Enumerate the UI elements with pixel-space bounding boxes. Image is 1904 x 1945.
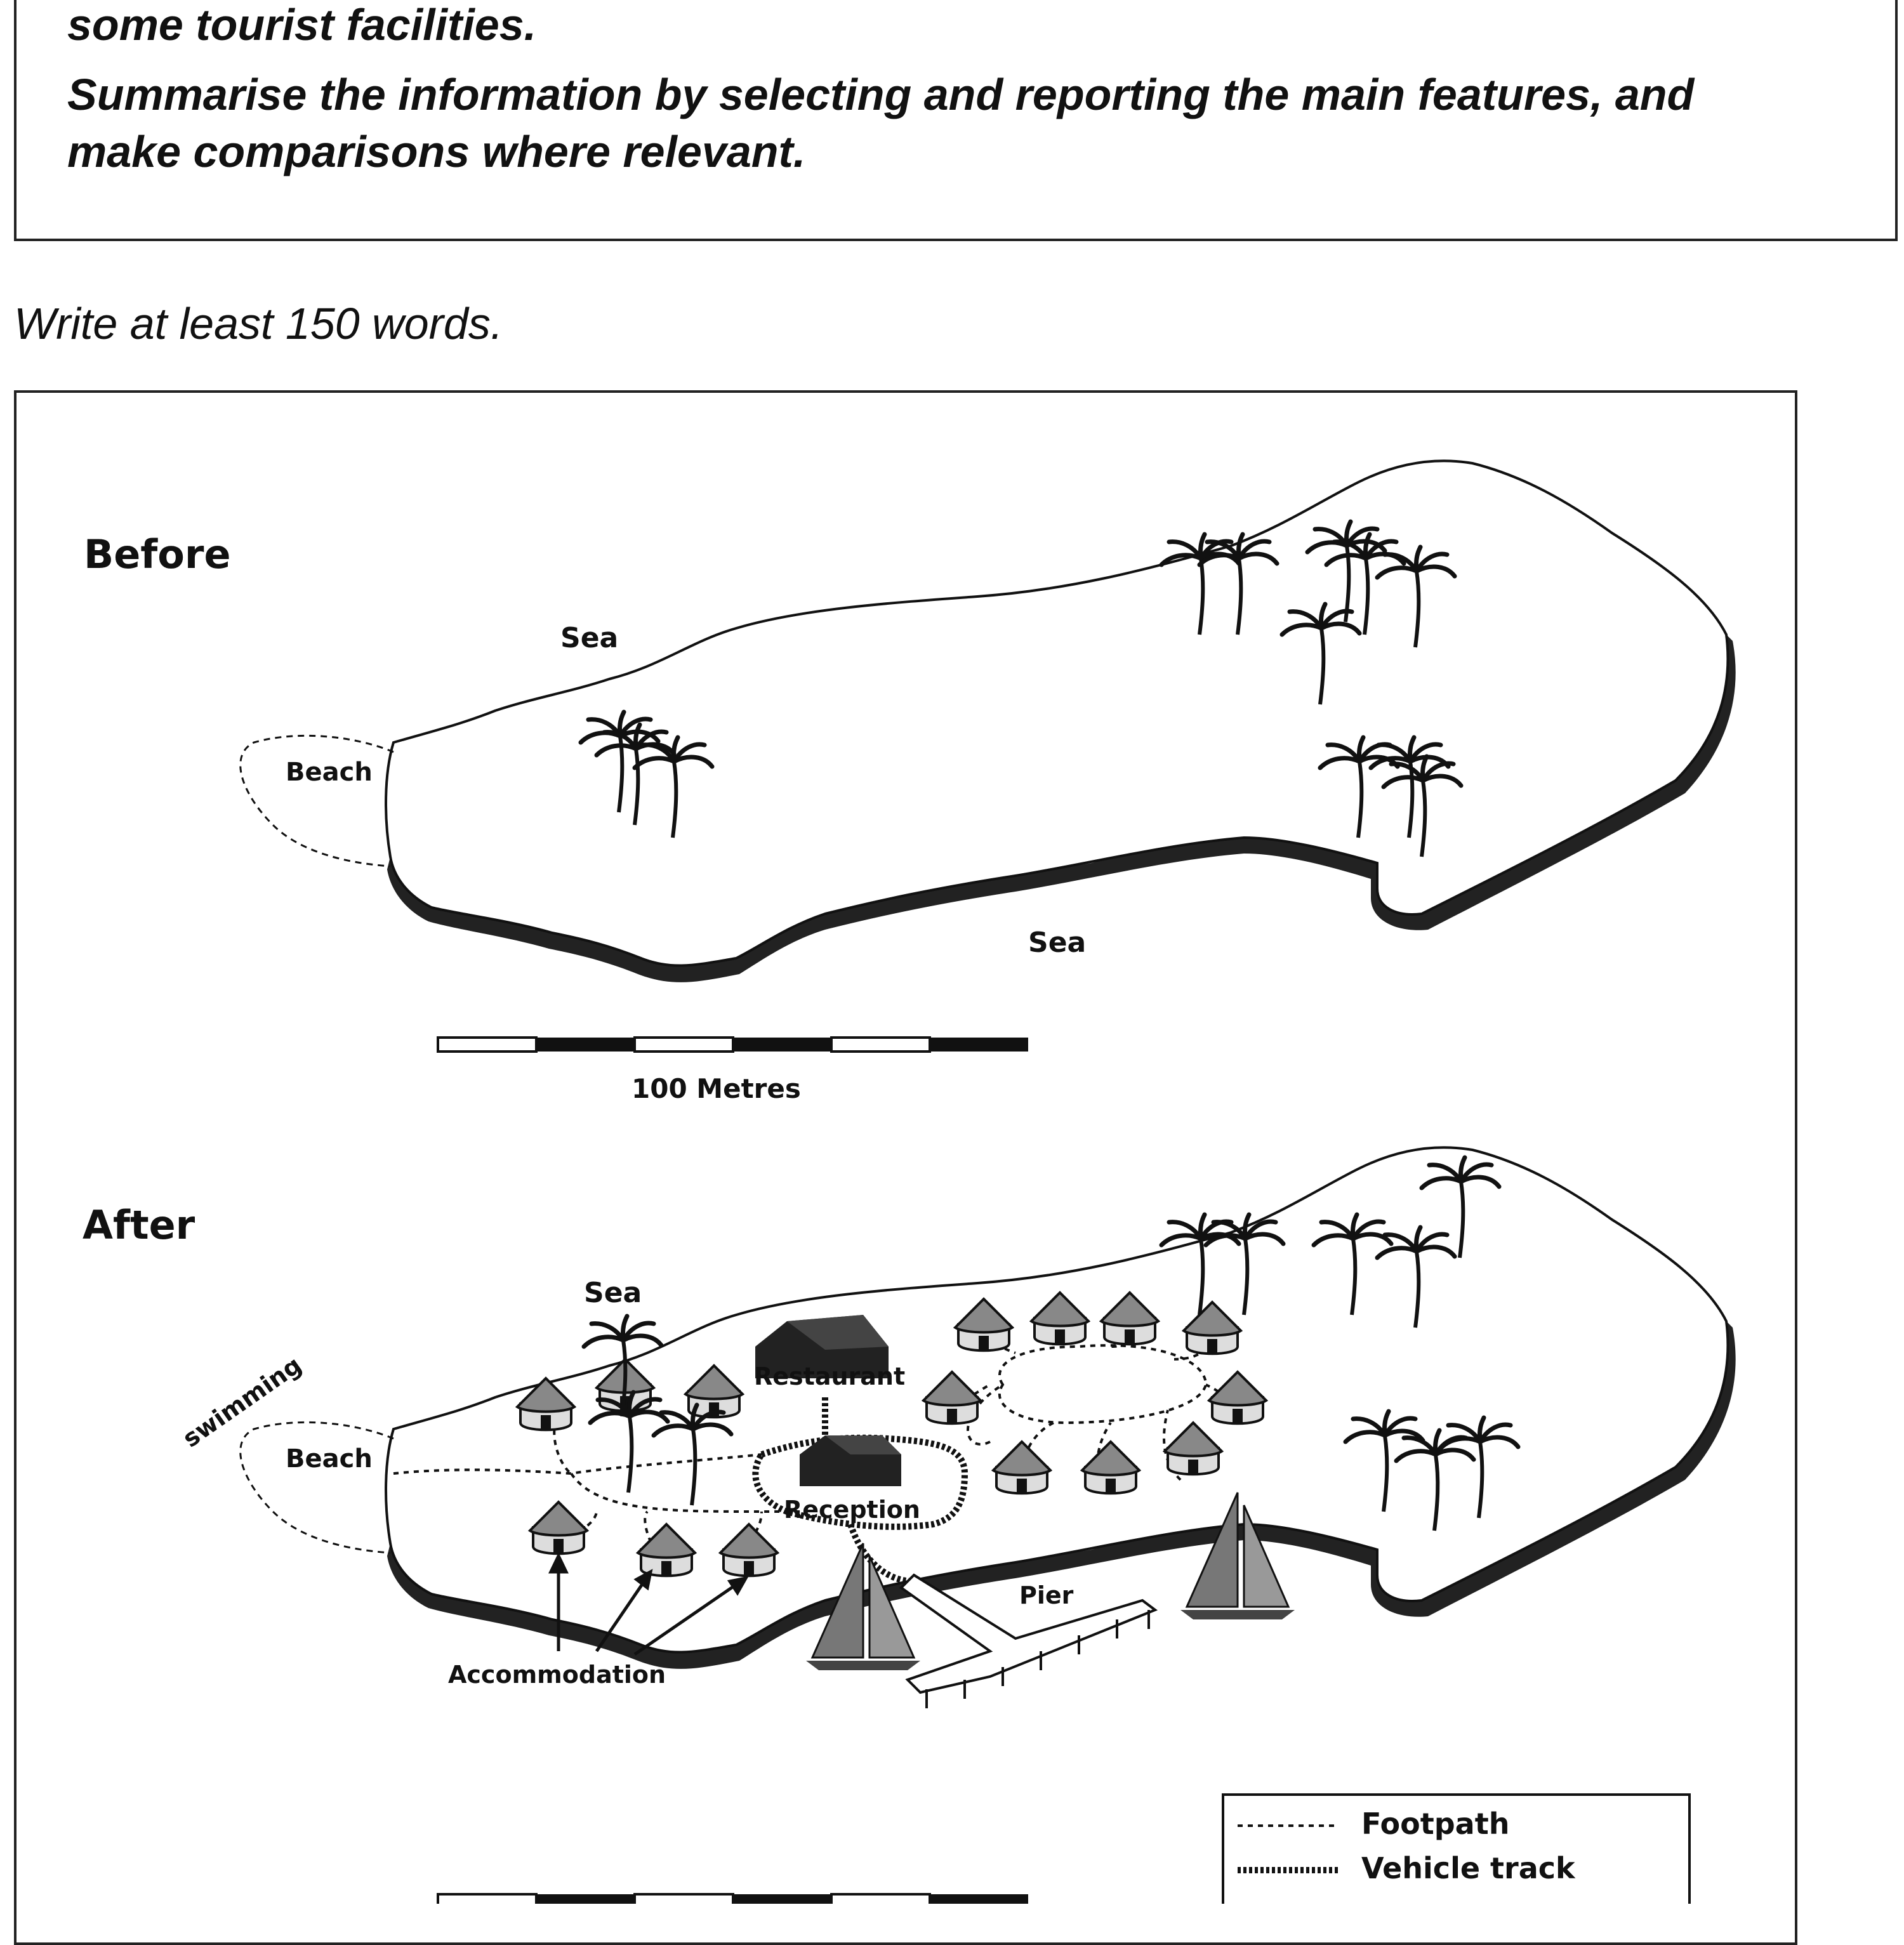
task-line-2: Summarise the information by selecting and reporting the main features, and (67, 70, 1695, 119)
task-line-1: some tourist facilities. (67, 0, 537, 49)
after-island (386, 1147, 1728, 1652)
task-line-3: make comparisons where relevant. (67, 127, 806, 176)
before-sea-north: Sea (560, 622, 619, 654)
word-count-instruction: Write at least 150 words. (14, 299, 503, 348)
map-legend (1223, 1795, 1689, 1904)
pier (901, 1575, 1155, 1708)
after-scale-bar (438, 1894, 1028, 1904)
swimming-label: swimming (177, 1350, 307, 1453)
before-map (84, 461, 1736, 1104)
before-scale-bar (438, 1038, 1028, 1104)
before-sea-south: Sea (1028, 926, 1087, 959)
before-beach-label: Beach (286, 758, 373, 787)
before-beach-outline (241, 735, 393, 866)
before-title: Before (84, 531, 231, 577)
after-map (83, 1147, 1736, 1708)
reception-label: Reception (784, 1496, 920, 1524)
after-beach-outline (241, 1422, 393, 1553)
legend-vehicle-track: Vehicle track (1361, 1851, 1575, 1885)
after-sea-north: Sea (584, 1277, 642, 1309)
scale-label: 100 Metres (631, 1073, 801, 1104)
after-beach-label: Beach (286, 1444, 373, 1474)
legend-footpath: Footpath (1361, 1807, 1510, 1841)
accommodation-label: Accommodation (448, 1661, 666, 1689)
restaurant-label: Restaurant (754, 1362, 906, 1390)
pier-label: Pier (1019, 1581, 1074, 1609)
after-title: After (83, 1202, 195, 1248)
before-island (386, 461, 1728, 965)
